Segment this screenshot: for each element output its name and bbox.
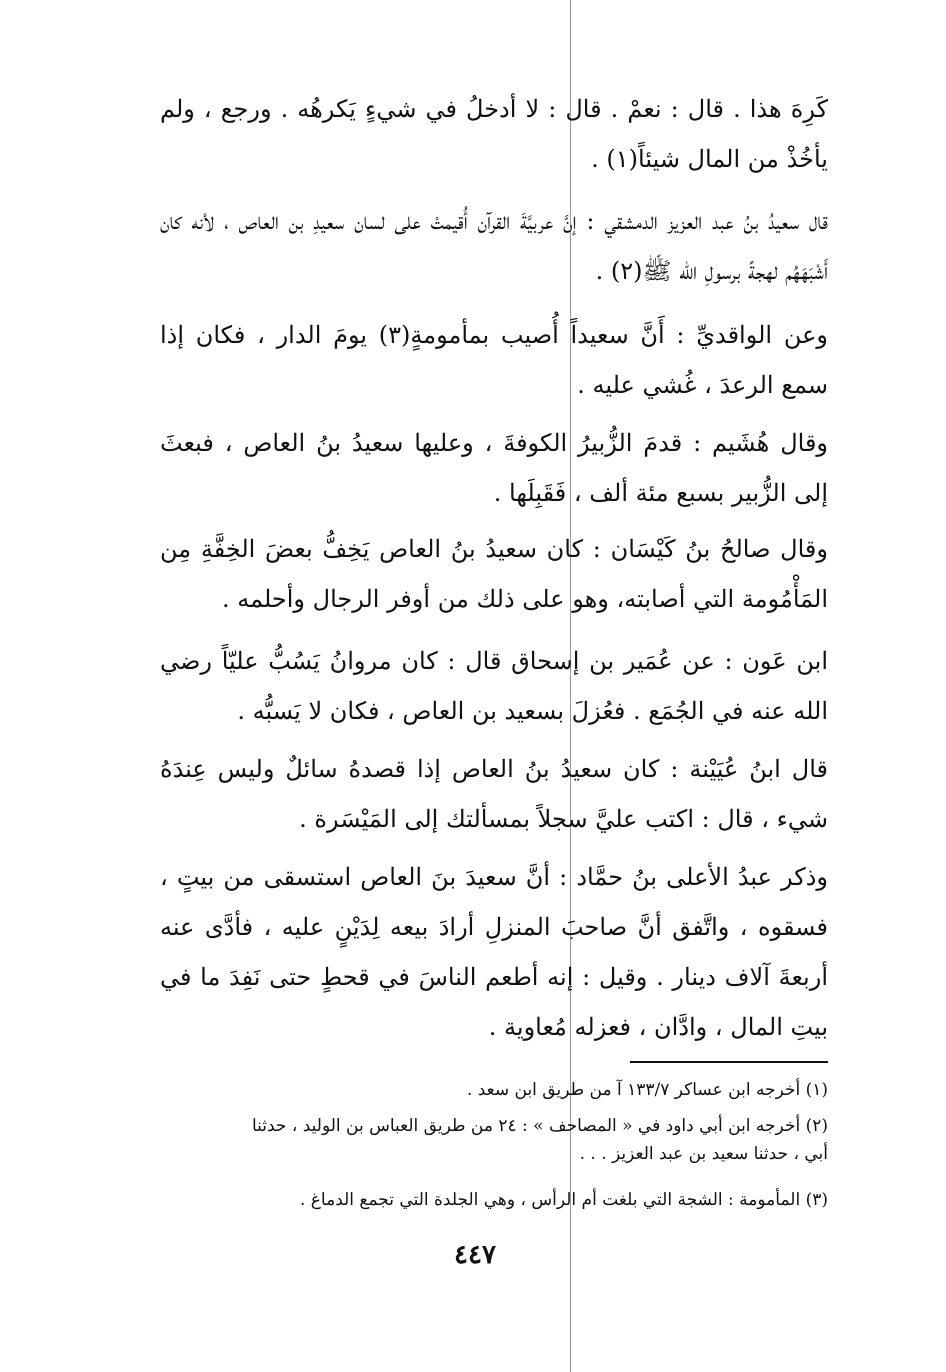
paragraph-line: قال سعيدُ بنُ عبد العزيز الدمشقي : إنَّ عربيَّةَ القرآن أُقيمتْ على لسان xyxy=(354,207,828,235)
paragraph-line: الرعدَ ، غُشي عليه . xyxy=(577,371,774,399)
paragraph-line: وقال صالحُ بنُ كَيْسَان : كان سعيدُ بنُ العاص يَخِفُّ بعضَ الخِفَّةِ مِن xyxy=(160,535,828,563)
paragraph-3 xyxy=(160,310,828,410)
paragraph-6 xyxy=(160,636,828,736)
paragraph-line: وقال هُشَيم : قدمَ الزُّبيرُ الكوفةَ ، وعليها سعيدُ بنُ العاص ، فبعثَ إلى xyxy=(160,429,828,507)
paragraph-1 xyxy=(160,84,828,184)
paragraph-line: وذكر عبدُ الأعلى بنُ حمَّاد : أنَّ سعيدَ بنَ العاص استسقى من بيتٍ ، xyxy=(160,863,828,891)
footnote-2 xyxy=(160,1112,828,1168)
paragraph-line: عنه في الجُمَع . فعُزلَ بسعيد بن العاص ، فكان لا يَسبُّه . xyxy=(237,697,786,725)
paragraph-line: شيء ، قال : اكتب عليَّ سجلاً بمسألتك إلى المَيْسَرة . xyxy=(299,805,828,833)
paragraph-line: دينار . وقيل : إنه أطعم الناسَ في قحطٍ حتى نَفِدَ ما في بيتِ المال ، وادَّان ، xyxy=(160,963,828,1041)
footnote-separator xyxy=(630,1061,828,1063)
footnote-line: أبي ، حدثنا سعيد بن عبد العزيز . . . xyxy=(579,1144,828,1164)
footnote-line: (٢) أخرجه ابن أبي داود في « المصاحف » : ٢٤ من طريق العباس بن الوليد ، حدثنا xyxy=(251,1116,828,1136)
page-number: ٤٤٧ xyxy=(454,1240,496,1270)
paragraph-4 xyxy=(160,418,828,518)
paragraph-7 xyxy=(160,744,828,844)
footnote-line: (٣) المأمومة : الشجة التي بلغت أم الرأس ، وهي الجلدة التي تجمع الدماغ . xyxy=(299,1190,828,1210)
paragraph-line: كَرِهَ هذا . قال : نعمْ . قال : لا أدخلُ في شيءٍ يَكرهُه . ورجع ، ولم يأخُذْ xyxy=(160,95,828,173)
footnote-line: (١) أخرجه ابن عساكر ١٣٣/٧ آ من طريق ابن سعد . xyxy=(466,1080,828,1100)
paragraph-line: فسقوه ، واتَّفق أنَّ صاحبَ المنزلِ أرادَ بيعه لِدَيْنٍ عليه ، فأدَّى عنه أربعةَ آلاف xyxy=(160,913,828,991)
paragraph-line: الزُّبير بسبع مئة ألف ، فَقَبِلَها . xyxy=(493,479,787,507)
paragraph-line: ابن عَون : عن عُمَير بن إسحاق قال : كان مروانُ يَسُبُّ عليّاً رضي الله xyxy=(160,647,828,725)
paragraph-line: سعيدِ بن العاص ، لأنه كان أَشْبَهَهُم لهجةً برسولِ الله ﷺ(٢) . xyxy=(160,207,828,285)
footnote-1 xyxy=(160,1076,828,1104)
paragraph-line: قال ابنُ عُيَيْنة : كان سعيدُ بنُ العاص إذا قصدهُ سائلٌ وليس عِندَهُ xyxy=(160,755,828,783)
paragraph-line: فعزله مُعاوية . xyxy=(488,1013,632,1041)
paragraph-line: المَأْمُومة التي أصابته، وهو على ذلك من أوفر الرجال وأحلمه . xyxy=(221,585,828,613)
paragraph-8 xyxy=(160,852,828,1052)
paragraph-line: وعن الواقديِّ : أَنَّ سعيداً أُصيب بمأمومةٍ(٣) يومَ الدار ، فكان إذا سمع xyxy=(160,321,828,399)
footnote-3 xyxy=(160,1186,828,1214)
paragraph-2 xyxy=(160,196,828,296)
paragraph-5 xyxy=(160,524,828,624)
paragraph-line: من المال شيئاً(١) . xyxy=(591,145,779,173)
